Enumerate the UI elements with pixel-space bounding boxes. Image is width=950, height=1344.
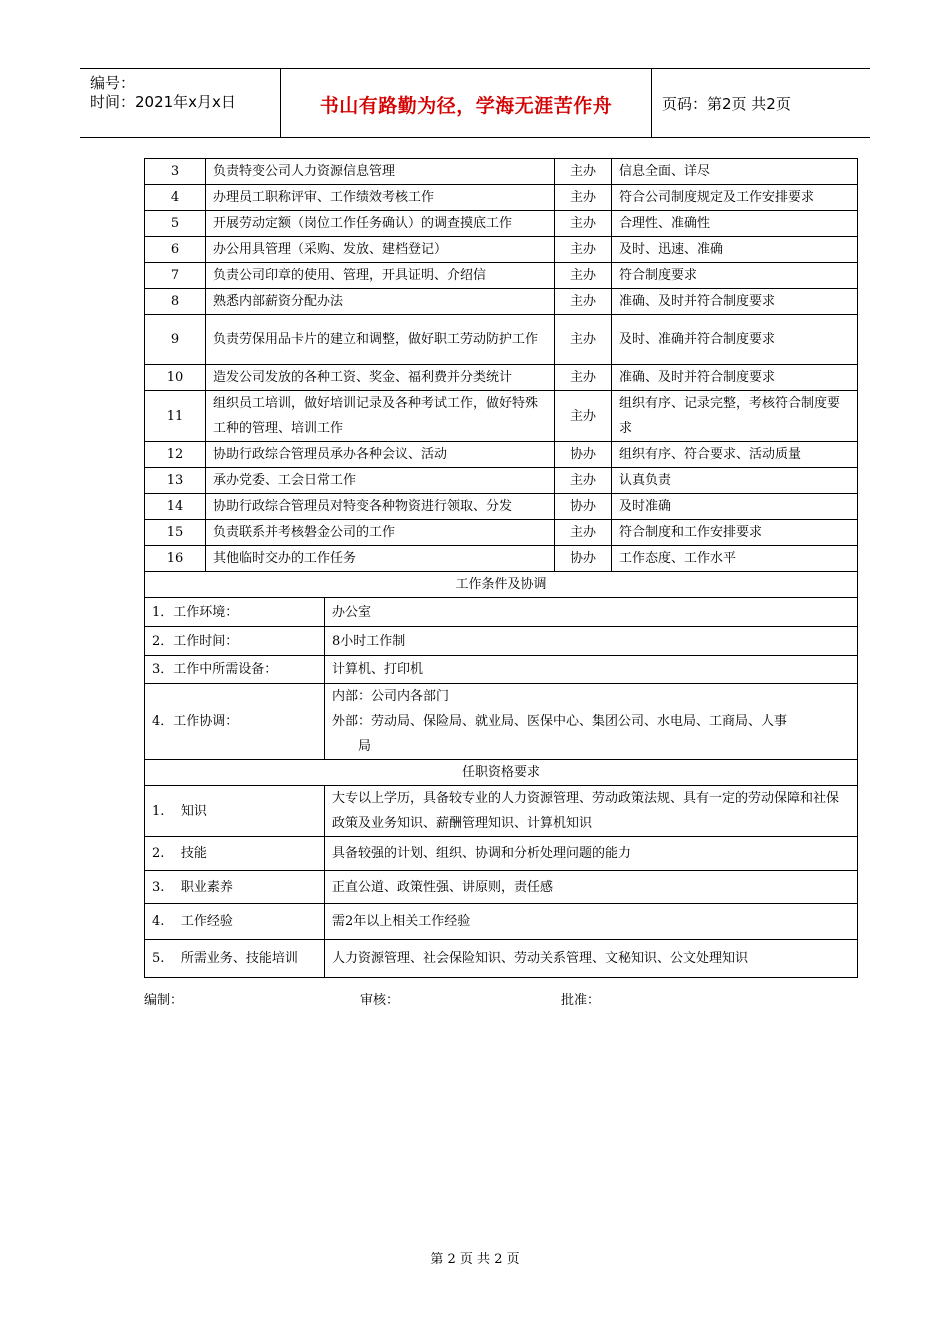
qualification-label: 5. 所需业务、技能培训 [145, 940, 325, 978]
duty-no: 14 [145, 494, 206, 520]
qualification-label: 2. 技能 [145, 837, 325, 871]
table-row [145, 315, 858, 365]
table-row [145, 365, 858, 391]
duty-task: 协助行政综合管理员承办各种会议、活动 [206, 442, 555, 468]
table-row [145, 871, 858, 904]
duty-no: 9 [145, 315, 206, 365]
duty-role: 主办 [555, 185, 612, 211]
document-header [80, 68, 870, 138]
duty-task: 开展劳动定额（岗位工作任务确认）的调查摸底工作 [206, 211, 555, 237]
duty-standard: 准确、及时并符合制度要求 [612, 289, 858, 315]
qualification-value: 需2年以上相关工作经验 [325, 904, 858, 940]
table-row [145, 684, 858, 760]
table-row [145, 656, 858, 684]
duty-standard: 准确、及时并符合制度要求 [612, 365, 858, 391]
job-description-table [144, 158, 858, 978]
duty-task: 负责特变公司人力资源信息管理 [206, 159, 555, 185]
coordination-external: 外部：劳动局、保险局、就业局、医保中心、集团公司、水电局、工商局、人事 [332, 714, 788, 729]
duty-role: 主办 [555, 391, 612, 442]
section-title-row [145, 760, 858, 786]
table-row [145, 627, 858, 656]
duty-no: 11 [145, 391, 206, 442]
condition-label: 1．工作环境： [145, 598, 325, 627]
table-row [145, 263, 858, 289]
condition-value: 8小时工作制 [325, 627, 858, 656]
duty-role: 主办 [555, 289, 612, 315]
duty-role: 主办 [555, 365, 612, 391]
duty-task: 承办党委、工会日常工作 [206, 468, 555, 494]
footer-page-number: 第 2 页 共 2 页 [430, 1252, 520, 1267]
qualification-label: 1. 知识 [145, 786, 325, 837]
table-row [145, 904, 858, 940]
duty-standard: 符合制度要求 [612, 263, 858, 289]
header-meta-cell [80, 69, 281, 137]
header-motto-cell [281, 69, 652, 137]
duty-standard: 认真负责 [612, 468, 858, 494]
duty-task: 熟悉内部薪资分配办法 [206, 289, 555, 315]
duty-no: 15 [145, 520, 206, 546]
duty-role: 主办 [555, 211, 612, 237]
duty-standard: 及时、准确并符合制度要求 [612, 315, 858, 365]
duty-role: 主办 [555, 237, 612, 263]
coordination-internal: 内部：公司内各部门 [332, 689, 450, 704]
qualification-label: 3. 职业素养 [145, 871, 325, 904]
qualifications-body [145, 760, 858, 978]
duty-role: 协办 [555, 494, 612, 520]
document-time-label: 时间：2021年x月x日 [90, 93, 236, 111]
table-row [145, 598, 858, 627]
table-row [145, 442, 858, 468]
section-title-row [145, 572, 858, 598]
header-page-label: 页码：第2页 共2页 [662, 95, 791, 113]
coordination-external-cont: 局 [358, 739, 372, 754]
duty-task: 负责劳保用品卡片的建立和调整，做好职工劳动防护工作 [206, 315, 555, 365]
qualifications-section-title: 任职资格要求 [145, 760, 858, 786]
duty-task: 组织员工培训，做好培训记录及各种考试工作，做好特殊工种的管理、培训工作 [206, 391, 555, 442]
header-page-cell [652, 69, 870, 137]
duty-standard: 及时准确 [612, 494, 858, 520]
duty-role: 主办 [555, 315, 612, 365]
duty-no: 6 [145, 237, 206, 263]
duty-task: 办理员工职称评审、工作绩效考核工作 [206, 185, 555, 211]
reviewed-by-label: 审核： [360, 993, 400, 1008]
table-row [145, 520, 858, 546]
duty-no: 4 [145, 185, 206, 211]
duty-no: 16 [145, 546, 206, 572]
header-motto: 书山有路勤为径，学海无涯苦作舟 [319, 95, 613, 117]
qualification-value: 人力资源管理、社会保险知识、劳动关系管理、文秘知识、公文处理知识 [325, 940, 858, 978]
duty-standard: 信息全面、详尽 [612, 159, 858, 185]
table-row [145, 391, 858, 442]
approved-by-label: 批准： [561, 993, 601, 1008]
table-row [145, 546, 858, 572]
duty-role: 主办 [555, 520, 612, 546]
table-row [145, 159, 858, 185]
duty-no: 12 [145, 442, 206, 468]
duty-standard: 组织有序、记录完整，考核符合制度要求 [612, 391, 858, 442]
duty-no: 3 [145, 159, 206, 185]
table-row [145, 786, 858, 837]
condition-value: 计算机、打印机 [325, 656, 858, 684]
table-row [145, 185, 858, 211]
duty-role: 主办 [555, 468, 612, 494]
duty-no: 5 [145, 211, 206, 237]
duty-standard: 工作态度、工作水平 [612, 546, 858, 572]
duty-no: 8 [145, 289, 206, 315]
duty-task: 协助行政综合管理员对特变各种物资进行领取、分发 [206, 494, 555, 520]
table-row [145, 211, 858, 237]
duty-standard: 符合公司制度规定及工作安排要求 [612, 185, 858, 211]
qualification-value: 大专以上学历，具备较专业的人力资源管理、劳动政策法规、具有一定的劳动保障和社保政策及业务知识、薪酬管理知识、计算机知识 [325, 786, 858, 837]
duty-standard: 组织有序、符合要求、活动质量 [612, 442, 858, 468]
table-row [145, 837, 858, 871]
qualification-value: 正直公道、政策性强、讲原则，责任感 [325, 871, 858, 904]
condition-label: 2．工作时间： [145, 627, 325, 656]
duty-standard: 及时、迅速、准确 [612, 237, 858, 263]
table-row [145, 940, 858, 978]
duty-no: 13 [145, 468, 206, 494]
duty-no: 10 [145, 365, 206, 391]
duty-standard: 合理性、准确性 [612, 211, 858, 237]
duty-standard: 符合制度和工作安排要求 [612, 520, 858, 546]
duty-task: 办公用具管理（采购、发放、建档登记） [206, 237, 555, 263]
duty-role: 协办 [555, 442, 612, 468]
duty-role: 主办 [555, 159, 612, 185]
condition-label: 3．工作中所需设备： [145, 656, 325, 684]
qualification-value: 具备较强的计划、组织、协调和分析处理问题的能力 [325, 837, 858, 871]
qualification-label: 4. 工作经验 [145, 904, 325, 940]
duties-body [145, 159, 858, 572]
condition-value: 办公室 [325, 598, 858, 627]
duty-task: 负责公司印章的使用、管理，开具证明、介绍信 [206, 263, 555, 289]
document-number-label: 编号： [90, 74, 136, 92]
duty-role: 主办 [555, 263, 612, 289]
conditions-body [145, 572, 858, 760]
condition-label: 4．工作协调： [145, 684, 325, 760]
table-row [145, 468, 858, 494]
duty-role: 协办 [555, 546, 612, 572]
coordination-value [325, 684, 858, 760]
compiled-by-label: 编制： [144, 993, 184, 1008]
table-row [145, 289, 858, 315]
table-row [145, 237, 858, 263]
duty-task: 造发公司发放的各种工资、奖金、福利费并分类统计 [206, 365, 555, 391]
duty-no: 7 [145, 263, 206, 289]
duty-task: 其他临时交办的工作任务 [206, 546, 555, 572]
conditions-section-title: 工作条件及协调 [145, 572, 858, 598]
table-row [145, 494, 858, 520]
duty-task: 负责联系并考核磐金公司的工作 [206, 520, 555, 546]
